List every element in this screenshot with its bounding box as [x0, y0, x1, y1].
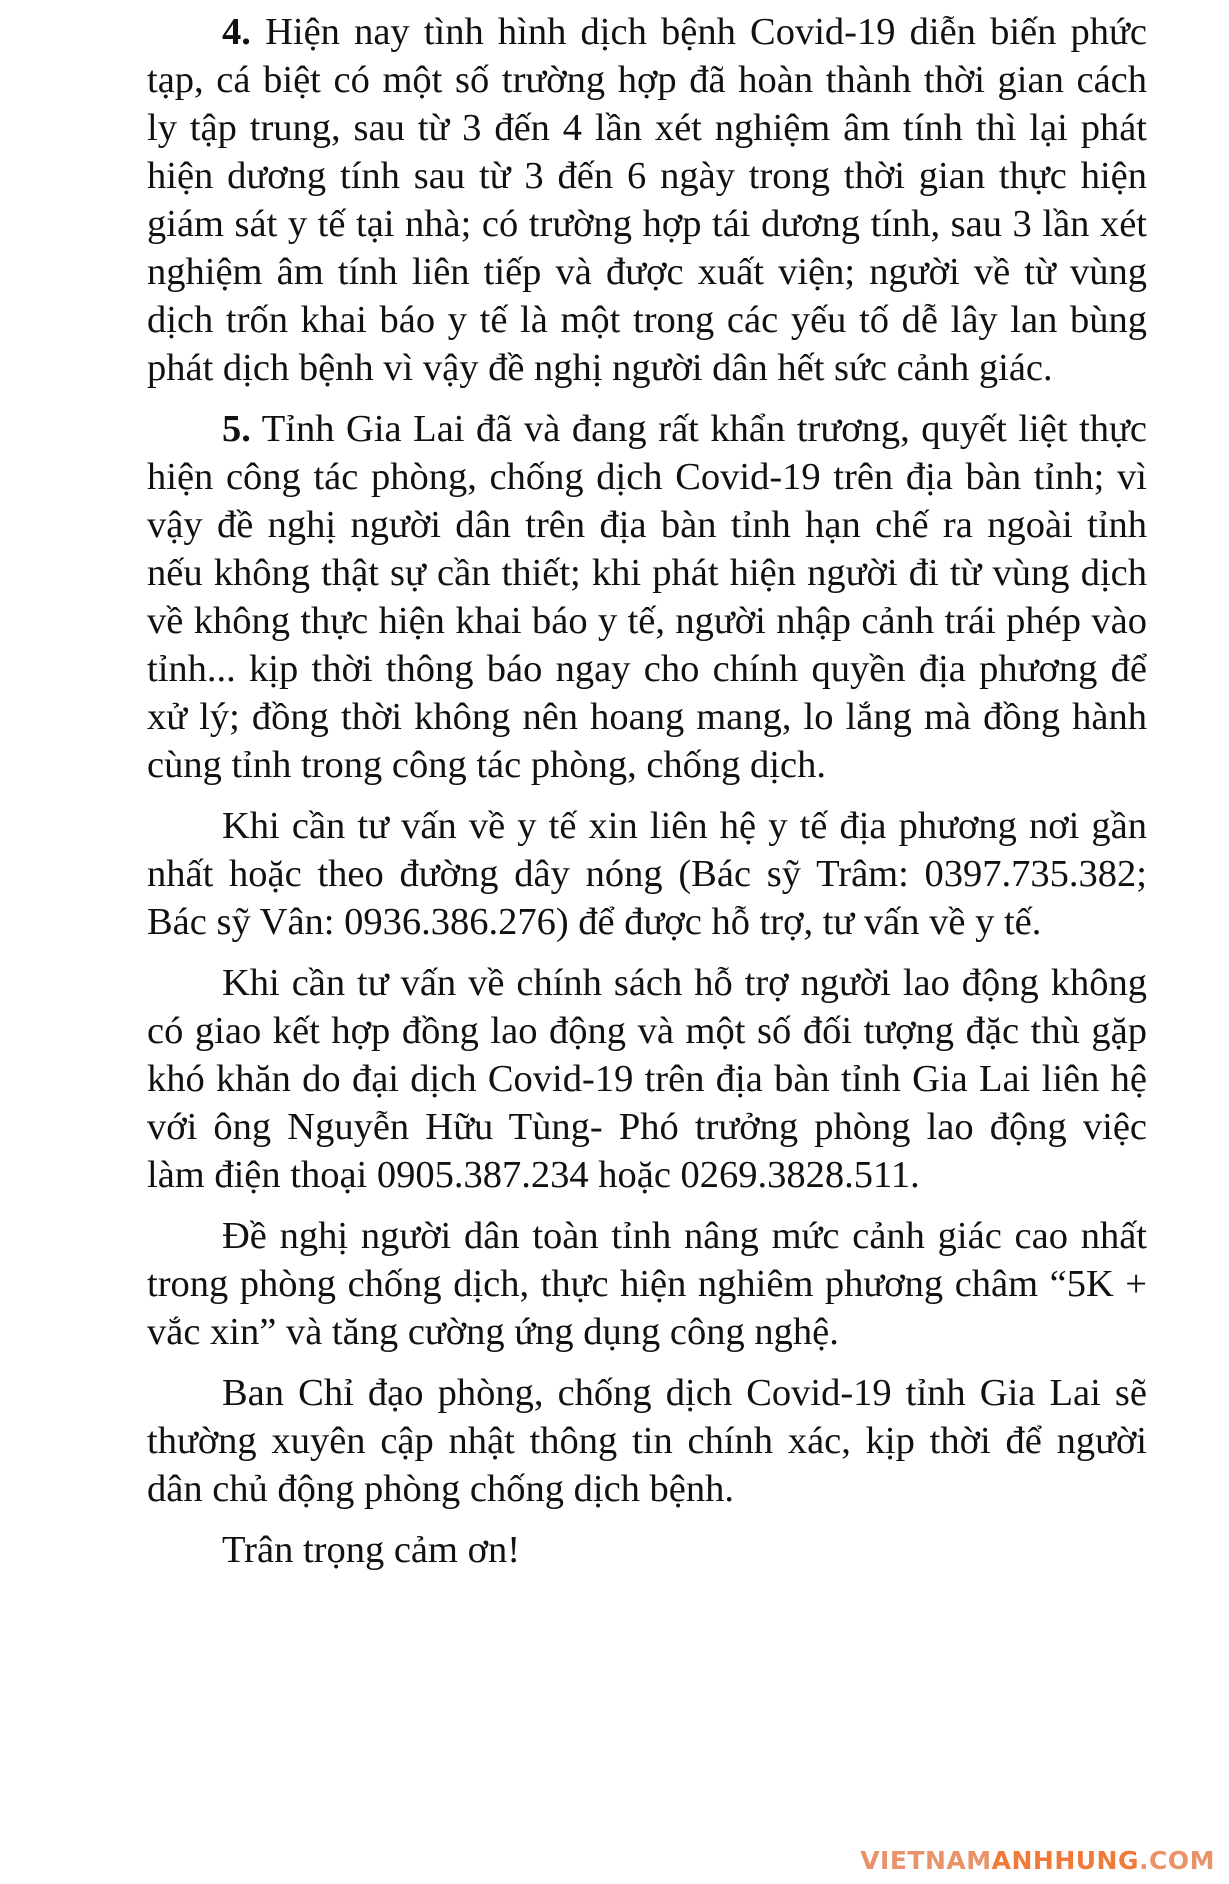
- paragraph-item-4: [147, 8, 1147, 392]
- paragraph-text: Khi cần tư vấn về chính sách hỗ trợ người lao động không có giao kết hợp đồng lao động và một số đối tượng đặc thù gặp khó khăn do đại dịch Covid-19 trên địa bàn tỉnh Gia Lai liên hệ với ông Nguyễn Hữu Tùng- Phó trưởng phòng lao động việc làm điện thoại 0905.387.234 hoặc 0269.3828.511.: [147, 962, 1147, 1196]
- paragraph-text: Hiện nay tình hình dịch bệnh Covid-19 diễn biến phức tạp, cá biệt có một số trường hợp đã hoàn thành thời gian cách ly tập trung, sau từ 3 đến 4 lần xét nghiệm âm tính thì lại phát hiện dương tính sau từ 3 đến 6 ngày trong thời gian thực hiện giám sát y tế tại nhà; có trường hợp tái dương tính, sau 3 lần xét nghiệm âm tính liên tiếp và được xuất viện; người về từ vùng dịch trốn khai báo y tế là một trong các yếu tố dễ lây lan bùng phát dịch bệnh vì vậy đề nghị người dân hết sức cảnh giác.: [147, 11, 1148, 389]
- paragraph-number: 4.: [222, 11, 251, 53]
- closing-thanks: [147, 1526, 1147, 1574]
- paragraph-text: Khi cần tư vấn về y tế xin liên hệ y tế địa phương nơi gần nhất hoặc theo đường dây nóng (Bác sỹ Trâm: 0397.735.382; Bác sỹ Vân: 0936.386.276) để được hỗ trợ, tư vấn về y tế.: [147, 805, 1147, 943]
- watermark-part-1: VIETNAM: [860, 1846, 992, 1875]
- paragraph-text: Trân trọng cảm ơn!: [222, 1529, 521, 1571]
- paragraph-vigilance: [147, 1212, 1147, 1356]
- paragraph-number: 5.: [222, 408, 251, 450]
- paragraph-medical-hotline: [147, 802, 1147, 946]
- watermark: [860, 1846, 1215, 1876]
- paragraph-text: Ban Chỉ đạo phòng, chống dịch Covid-19 tỉnh Gia Lai sẽ thường xuyên cập nhật thông tin chính xác, kịp thời để người dân chủ động phòng chống dịch bệnh.: [147, 1372, 1147, 1510]
- watermark-part-3: .COM: [1139, 1846, 1215, 1875]
- watermark-part-2: ANHHUNG: [991, 1846, 1140, 1875]
- paragraph-labor-support: [147, 959, 1147, 1199]
- paragraph-steering-committee: [147, 1369, 1147, 1513]
- paragraph-item-5: [147, 405, 1147, 789]
- document-body: [147, 8, 1147, 1587]
- paragraph-text: Đề nghị người dân toàn tỉnh nâng mức cảnh giác cao nhất trong phòng chống dịch, thực hiện nghiêm phương châm “5K + vắc xin” và tăng cường ứng dụng công nghệ.: [147, 1215, 1147, 1353]
- paragraph-text: Tỉnh Gia Lai đã và đang rất khẩn trương, quyết liệt thực hiện công tác phòng, chống dịch Covid-19 trên địa bàn tỉnh; vì vậy đề nghị người dân trên địa bàn tỉnh hạn chế ra ngoài tỉnh nếu không thật sự cần thiết; khi phát hiện người đi từ vùng dịch về không thực hiện khai báo y tế, người nhập cảnh trái phép vào tỉnh... kịp thời thông báo ngay cho chính quyền địa phương để xử lý; đồng thời không nên hoang mang, lo lắng mà đồng hành cùng tỉnh trong công tác phòng, chống dịch.: [147, 408, 1147, 786]
